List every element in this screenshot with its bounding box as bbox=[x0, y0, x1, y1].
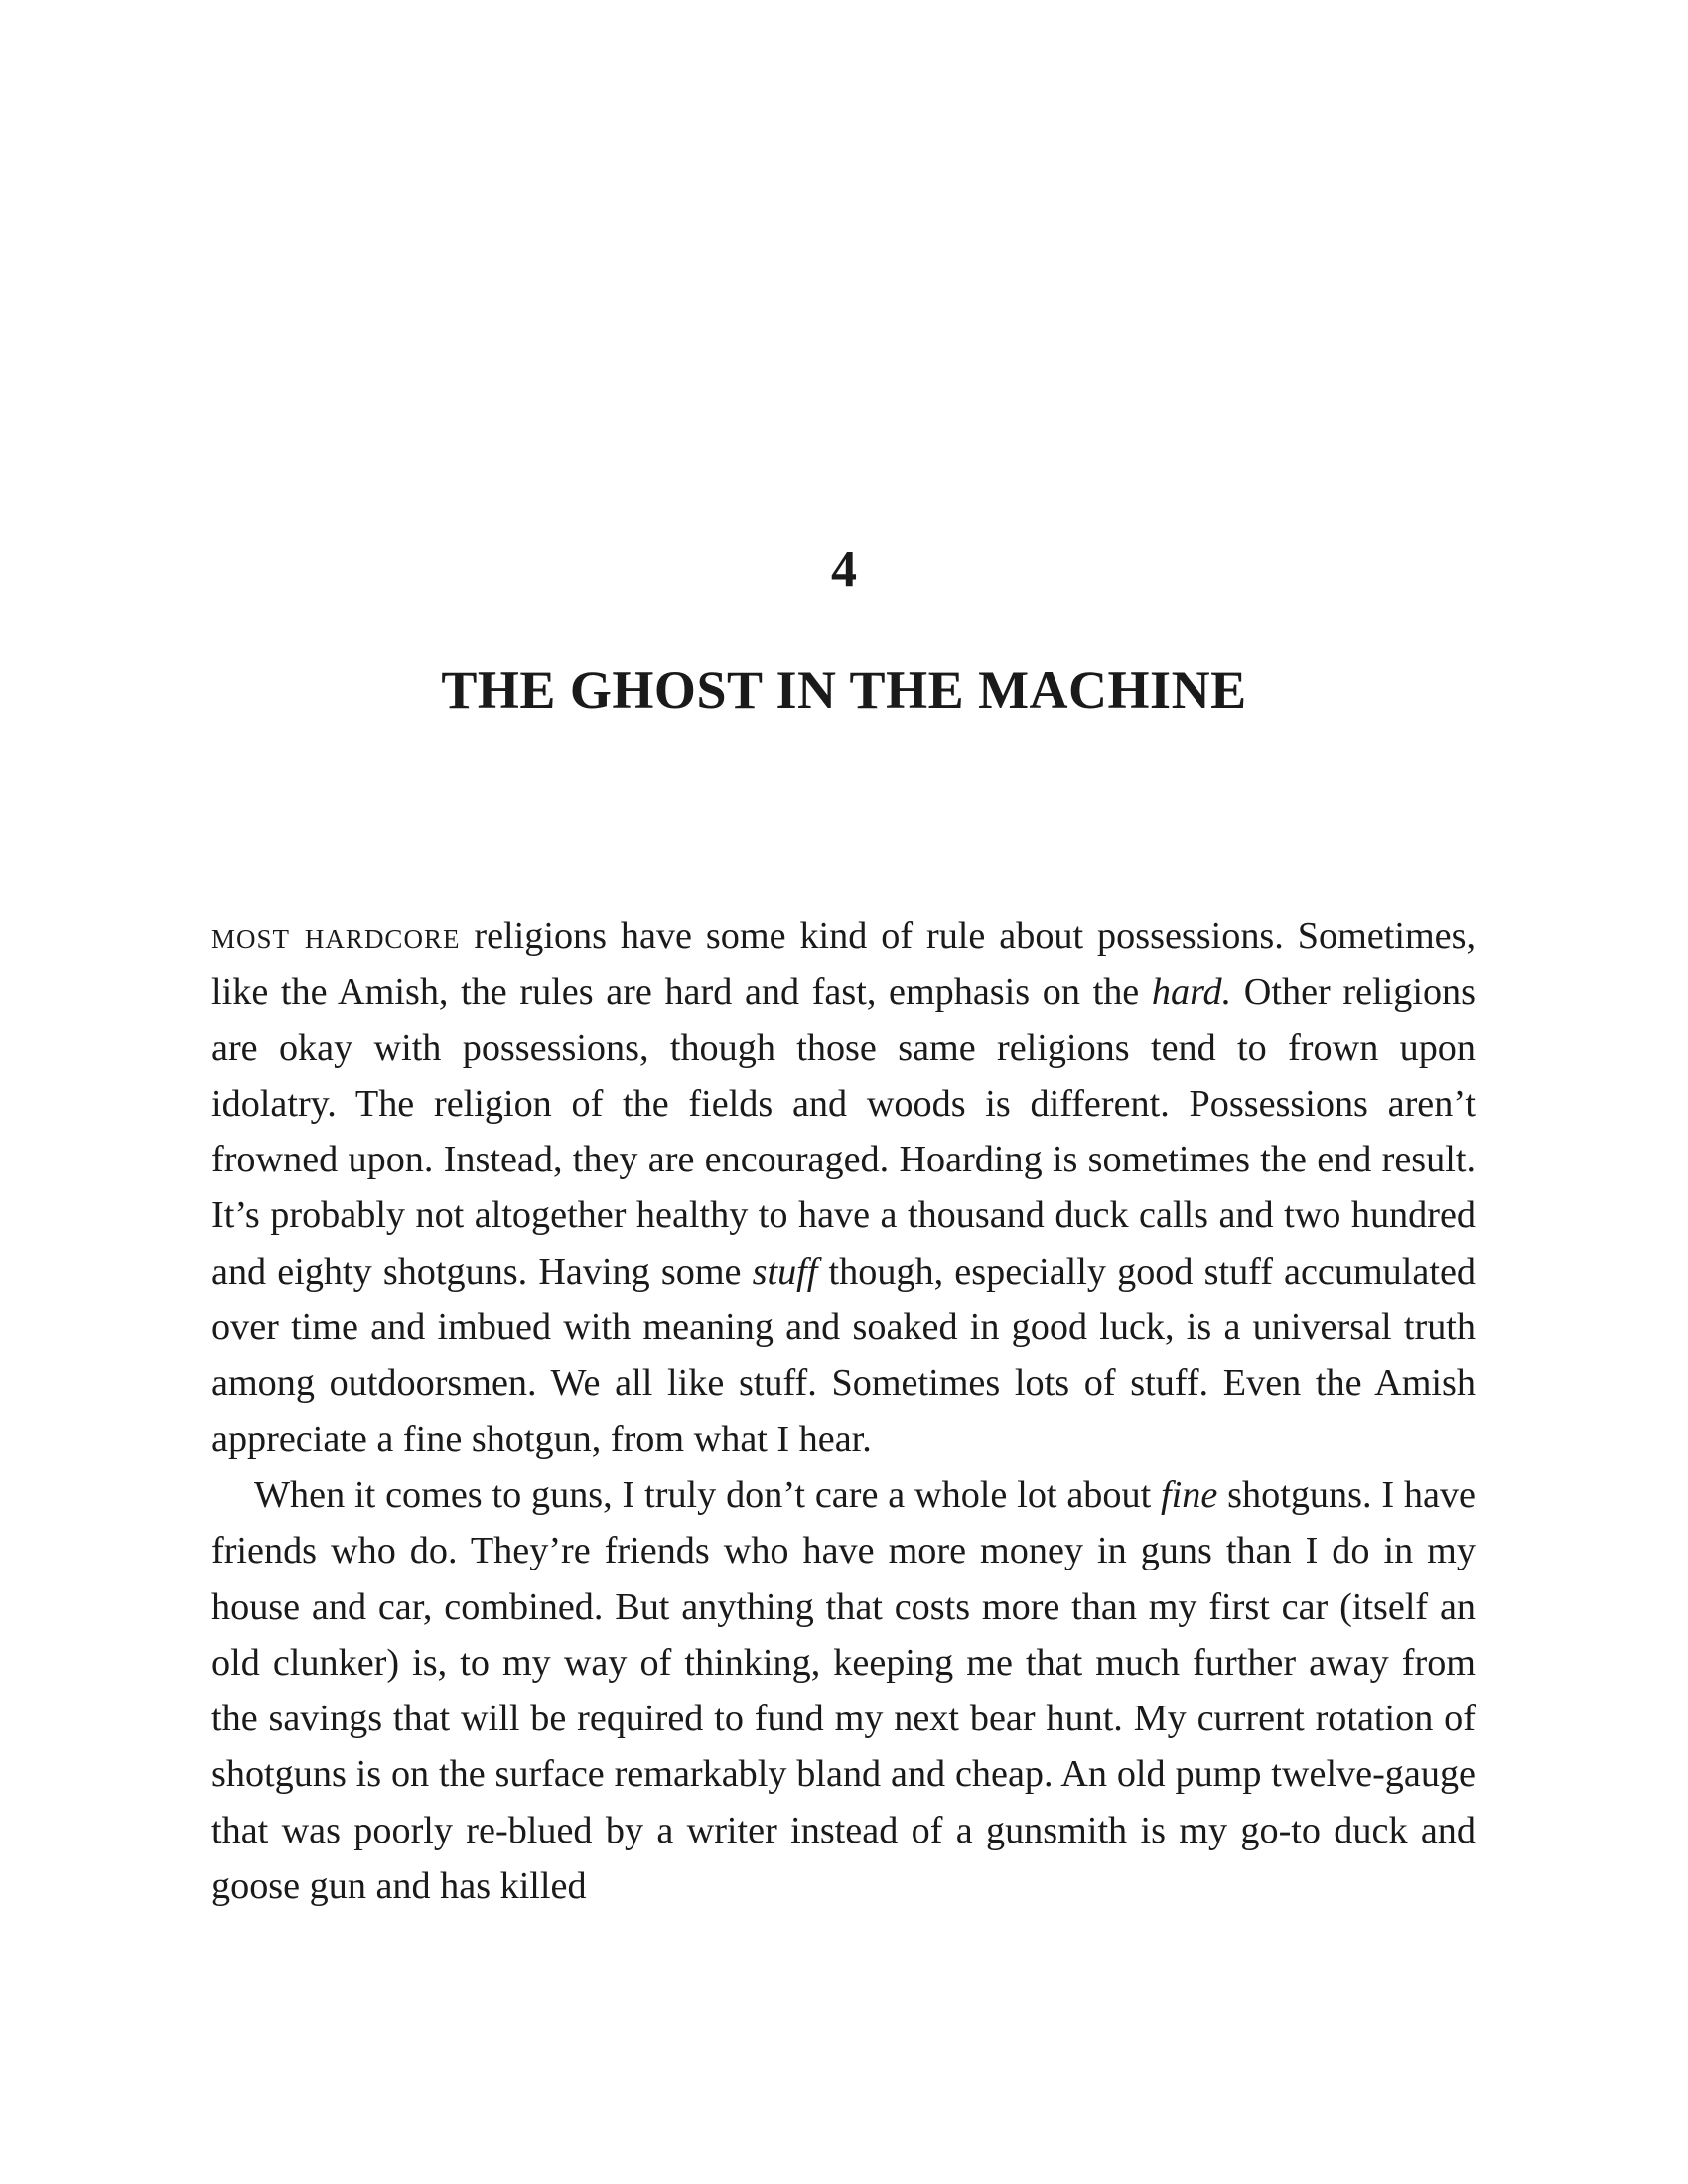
paragraph-text: though, especially good stuff accumulated over time and imbued with meaning and soaked in good luck, is a universal truth among outdoorsmen. We all like stuff. Sometimes lots of stuff. Even the Amish appreciate a fine shotgun, from what I hear. bbox=[211, 1250, 1476, 1460]
paragraph-lead-smallcaps: most hardcore bbox=[211, 915, 461, 957]
paragraph-text: shotguns. I have friends who do. They’re friends who have more money in guns than I do in my house and car, combined. But anything that costs more than my first car (itself an old clunker) is, to my way of thinking, keeping me that much further away from the savings that will be required to fund my next bear hunt. My current rotation of shotguns is on the surface remarkably bland and cheap. An old pump twelve-gauge that was poorly re-blued by a writer instead of a gunsmith is my go-to duck and goose gun and has killed bbox=[211, 1473, 1476, 1908]
chapter-title: THE GHOST IN THE MACHINE bbox=[441, 660, 1247, 720]
emphasis-text: hard. bbox=[1151, 971, 1232, 1014]
paragraph-text: When it comes to guns, I truly don’t care a whole lot about bbox=[254, 1473, 1162, 1516]
emphasis-text: fine bbox=[1161, 1473, 1218, 1516]
paragraph-text: religions have some kind of rule about possessions. Sometimes, like the Amish, the rules are hard and fast, emphasis on the bbox=[211, 915, 1477, 1014]
paragraph-1 bbox=[211, 908, 1476, 1467]
emphasis-text: stuff bbox=[752, 1250, 818, 1293]
chapter-body bbox=[211, 908, 1476, 1914]
chapter-number: 4 bbox=[831, 541, 857, 598]
paragraph-text: Other religions are okay with possessions, though those same religions tend to frown upon idolatry. The religion of the fields and woods is different. Possessions aren’t frowned upon. Instead, they are encouraged. Hoarding is sometimes the end result. It’s probably not altogether healthy to have a thousand duck calls and two hundred and eighty shotguns. Having some bbox=[211, 971, 1476, 1293]
paragraph-2 bbox=[211, 1467, 1476, 1914]
